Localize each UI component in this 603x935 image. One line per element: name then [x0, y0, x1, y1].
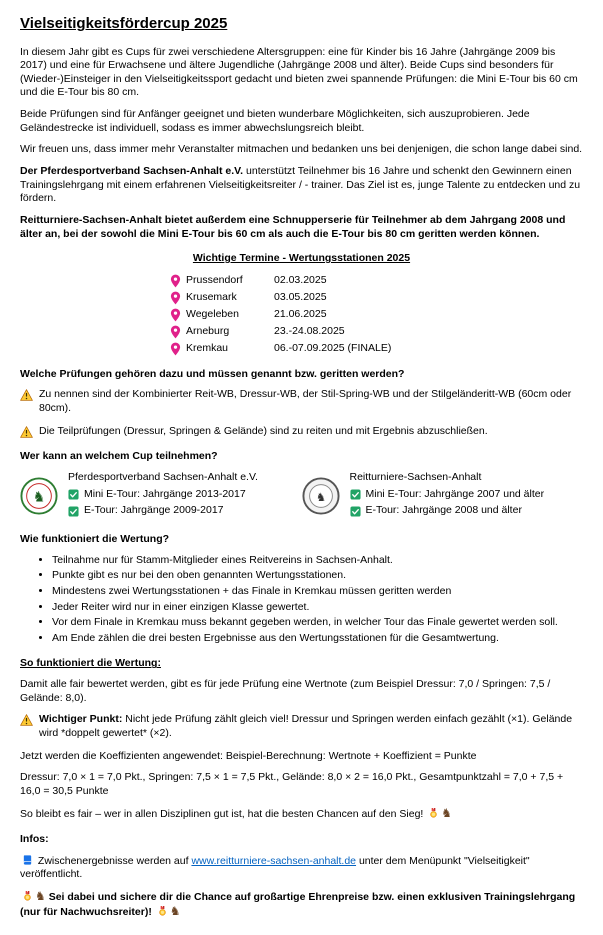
- horse-icon: ♞: [441, 805, 453, 820]
- warning-row: [20, 425, 583, 439]
- termine-list: [170, 274, 583, 356]
- page-title: Vielseitigkeitsfördercup 2025: [20, 15, 228, 32]
- termine-ort: Arneburg: [186, 325, 230, 337]
- intro-paragraph-4: [20, 165, 583, 206]
- bullet-item: • Jeder Reiter wird nur in einer einzigen Klasse gewertet.: [52, 601, 583, 615]
- cup-tour-row: [350, 504, 545, 518]
- fairness-text: So bleibt es fair – wer in allen Disziplinen gut ist, hat die besten Chancen auf den Sieg!: [20, 807, 424, 820]
- horse-icon: ♞: [35, 889, 46, 904]
- org-name-bold: Der Pferdesportverband Sachsen-Anhalt e.V.: [20, 164, 244, 177]
- check-icon: [350, 489, 361, 500]
- berechnung-paragraph-3: Jetzt werden die Koeffizienten angewendet: Beispiel-Berechnung: Wertnote + Koeffizient = Punkte: [20, 749, 477, 762]
- warning-icon: [20, 426, 33, 438]
- intro-paragraph-5: Reitturniere-Sachsen-Anhalt bietet außerdem eine Schnupperserie für Teilnehmer ab dem Jahrgang 2008 und älter an, bei der sowohl die Mini E-Tour bis 60 cm als auch die E-Tour bis 80 cm geritten werden können.: [20, 213, 566, 240]
- horse-icon: ♞: [169, 903, 181, 918]
- termine-ort: Krusemark: [186, 291, 237, 303]
- cup-tour-text: Mini E-Tour: Jahrgänge 2013-2017: [84, 487, 246, 500]
- infos-heading: Infos:: [20, 833, 49, 846]
- warning-icon: [20, 714, 33, 726]
- location-pin-icon: [170, 342, 186, 356]
- berechnung-paragraph-5: [20, 807, 583, 822]
- termine-row: [170, 325, 583, 339]
- termine-datum: 23.-24.08.2025: [274, 325, 345, 337]
- wichtiger-punkt-row: [20, 713, 583, 740]
- termine-datum: 02.03.2025: [274, 274, 327, 286]
- berechnung-paragraph-4: Dressur: 7,0 × 1 = 7,0 Pkt., Springen: 7,5 × 1 = 7,5 Pkt., Gelände: 8,0 × 2 = 16,0 Pkt., Gesamtpunktzahl = 7,0 + 7,5 + 16,0 = 30,5 Punkte: [20, 771, 564, 797]
- berechnung-paragraph-1: Damit alle fair bewertet werden, gibt es für jede Prüfung eine Wertnote (zum Beispiel Dressur: 7,0 / Springen: 7,5 / Gelände: 8,0).: [20, 678, 551, 704]
- location-pin-icon: [170, 325, 186, 339]
- psa-logo: [20, 477, 58, 515]
- check-icon: [68, 489, 79, 500]
- cup-tour-text: Mini E-Tour: Jahrgänge 2007 und älter: [365, 487, 545, 500]
- location-pin-icon: [170, 274, 186, 288]
- termine-ort: Prussendorf: [186, 274, 243, 286]
- termine-ort: Kremkau: [186, 342, 229, 354]
- svg-text:♞: ♞: [315, 491, 326, 504]
- cups-columns: [20, 471, 583, 521]
- termine-heading: Wichtige Termine - Wertungsstationen 2025: [192, 252, 411, 265]
- bullet-item: • Vor dem Finale in Kremkau muss bekannt gegeben werden, in welcher Tour das Finale gewertet werden soll.: [52, 616, 583, 630]
- termine-datum: 21.06.2025: [274, 308, 327, 320]
- termine-row: [170, 342, 583, 356]
- wertung-heading: Wie funktioniert die Wertung?: [20, 532, 170, 545]
- intro-paragraph-4-text: unterstützt Teilnehmer bis 16 Jahre und schenkt den Gewinnern einen Trainingslehrgang mit einem erfahrenen Vielseitigkeitsreiter / - trainer. Das Ziel ist es, junge Talente zu entdecken und zu fördern.: [20, 164, 581, 205]
- wichtiger-punkt-label: Wichtiger Punkt:: [39, 713, 123, 726]
- cup-tour-row: [68, 504, 258, 518]
- location-pin-icon: [170, 291, 186, 305]
- berechnung-heading: So funktioniert die Wertung:: [20, 657, 161, 670]
- warning-icon: [20, 389, 33, 401]
- termine-ort: Wegeleben: [186, 308, 239, 320]
- warning-text: Zu nennen sind der Kombinierter Reit-WB, Dressur-WB, der Stil-Spring-WB und der Stilgeländeritt-WB (60cm oder 80cm).: [39, 388, 572, 415]
- location-pin-icon: [170, 308, 186, 322]
- cup-org-name: Reitturniere-Sachsen-Anhalt: [349, 471, 482, 484]
- cup-body-psa: [68, 471, 258, 521]
- intro-paragraph-2: Beide Prüfungen sind für Anfänger geeignet und bieten wunderbare Möglichkeiten, sich auszuprobieren. Jede Geländestrecke ist individuell, sodass es immer abwechslungsreich bleibt.: [20, 108, 530, 134]
- cup-tour-row: [350, 488, 545, 502]
- results-text-after: unter dem Menüpunkt "Vielseitigkeit" veröffentlicht.: [20, 854, 530, 881]
- cup-column-rsa: [302, 471, 584, 521]
- medal-icon: [428, 807, 439, 819]
- termine-datum: 06.-07.09.2025 (FINALE): [274, 342, 392, 354]
- intro-paragraph-3: Wir freuen uns, dass immer mehr Veranstalter mitmachen und bedanken uns bei denjenigen, die schon lange dabei sind.: [20, 143, 583, 156]
- rsa-logo: [302, 477, 340, 515]
- termine-datum: 03.05.2025: [274, 291, 327, 303]
- cta-text: Sei dabei und sichere dir die Chance auf großartige Ehrenpreise bzw. einen exklusiven Trainingslehrgang (nur für Nachwuchsreiter)!: [20, 891, 576, 918]
- cup-tour-text: E-Tour: Jahrgänge 2009-2017: [84, 504, 224, 517]
- check-icon: [350, 506, 361, 517]
- bullet-item: • Teilnahme nur für Stamm-Mitglieder eines Reitvereins in Sachsen-Anhalt.: [52, 554, 583, 568]
- results-text-before: Zwischenergebnisse werden auf: [37, 854, 189, 867]
- cup-tour-row: [68, 488, 258, 502]
- wichtiger-punkt-text: [39, 713, 583, 740]
- cup-column-psa: [20, 471, 302, 521]
- cta-line: [20, 890, 583, 919]
- cup-tour-text: E-Tour: Jahrgänge 2008 und älter: [365, 504, 522, 517]
- termine-row: [170, 274, 583, 288]
- cup-body-rsa: [350, 471, 545, 521]
- termine-row: [170, 291, 583, 305]
- results-link[interactable]: www.reitturniere-sachsen-anhalt.de: [191, 854, 357, 867]
- svg-text:♞: ♞: [32, 489, 46, 506]
- intro-paragraph-1: In diesem Jahr gibt es Cups für zwei verschiedene Altersgruppen: eine für Kinder bis 16 Jahre (Jahrgänge 2009 bis 2017) und eine für Erwachsene und ältere Jugendliche (Jahrgänge 2008 und älter). Beide Cups sind besonders für (Wieder-)Einsteiger in den Vielseitigkeitssport gedacht und bieten zwei spannende Prüfungen: die Mini E-Tour bis 60 cm und die E-Tour bis 80 cm.: [20, 45, 578, 99]
- warning-row: [20, 388, 583, 415]
- medal-icon: [22, 890, 33, 902]
- check-icon: [68, 506, 79, 517]
- cups-heading: Wer kann an welchem Cup teilnehmen?: [20, 450, 218, 463]
- bullet-item: • Am Ende zählen die drei besten Ergebnisse aus den Wertungsstationen für die Gesamtwertung.: [52, 632, 583, 646]
- bullet-item: • Mindestens zwei Wertungsstationen + das Finale in Kremkau müssen geritten werden: [52, 585, 583, 599]
- cup-org-name: Pferdesportverband Sachsen-Anhalt e.V.: [68, 471, 258, 484]
- wichtiger-punkt-body: Nicht jede Prüfung zählt gleich viel! Dressur und Springen werden einfach gezählt (×1). Gelände wird *doppelt gewertet* (×2).: [39, 713, 573, 739]
- termine-row: [170, 308, 583, 322]
- pruefungen-heading: Welche Prüfungen gehören dazu und müssen genannt bzw. geritten werden?: [20, 367, 405, 380]
- bullet-item: • Punkte gibt es nur bei den oben genannten Wertungsstationen.: [52, 569, 583, 583]
- warning-text: Die Teilprüfungen (Dressur, Springen & Gelände) sind zu reiten und mit Ergebnis abzuschließen.: [39, 424, 488, 437]
- results-line: [20, 854, 583, 882]
- wertung-bullet-list: [20, 554, 583, 646]
- medal-icon: [157, 905, 168, 917]
